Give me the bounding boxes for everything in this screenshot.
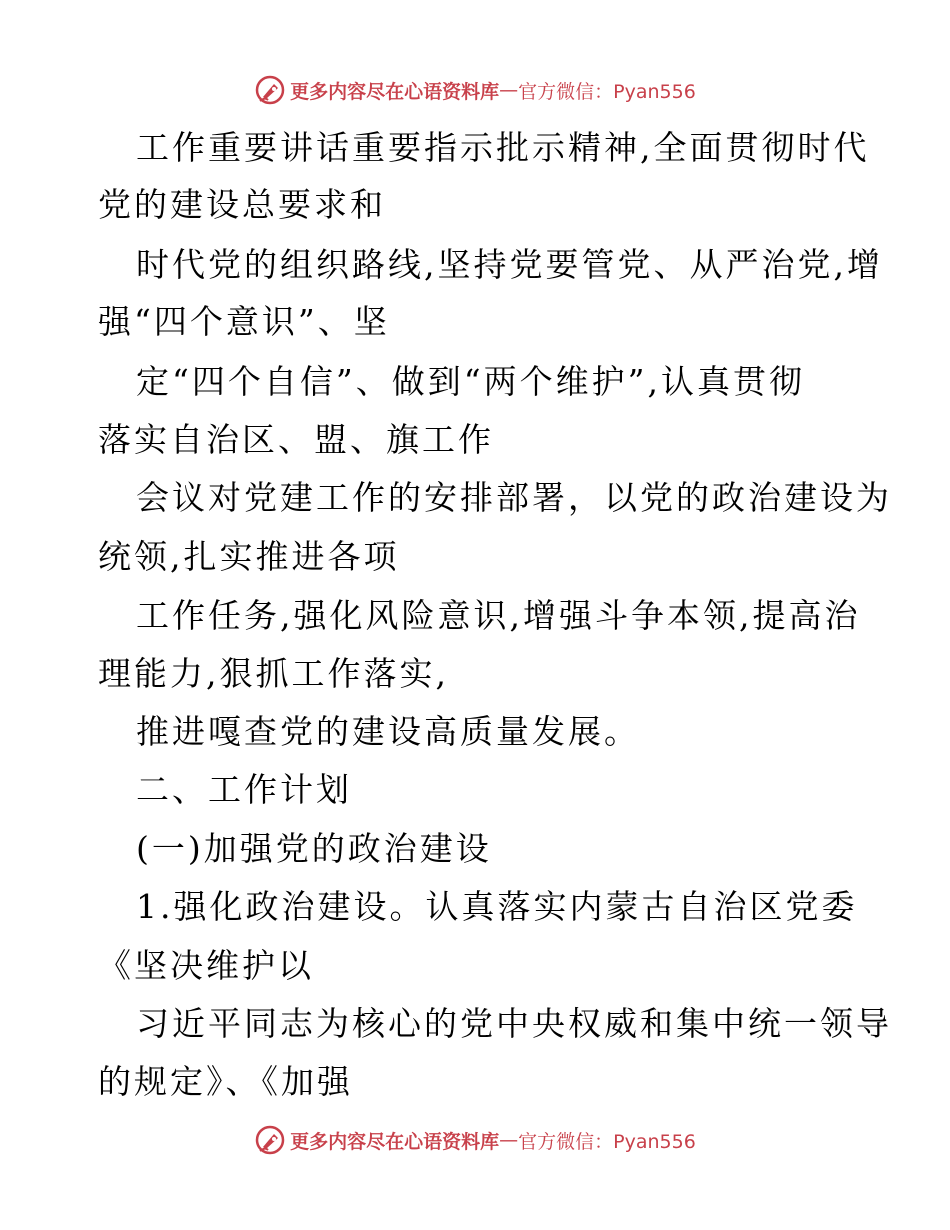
footer-banner [0,1120,950,1160]
body-line: 推进嘎查党的建设高质量发展。 [136,712,640,751]
section-heading: 二、工作计划 [136,770,352,809]
body-line: 落实自治区、盟、旗工作 [98,420,494,459]
body-line: 强“四个意识”、坚 [98,302,390,341]
footer-site-text: 更多内容尽在心语资料库 [290,1130,500,1153]
pen-nib-logo-icon [254,74,286,106]
header-banner [0,70,950,110]
body-line: 会议对党建工作的安排部署，以党的政治建设为 [136,478,892,517]
footer-separator: — [499,1129,519,1151]
body-line: 习近平同志为核心的党中央权威和集中统一领导 [136,1004,892,1043]
body-line: 的规定》、《加强 [98,1062,353,1101]
body-line: 定“四个自信”、做到“两个维护”,认真贯彻 [136,362,805,401]
body-line: 1.强化政治建设。认真落实内蒙古自治区党委 [136,887,858,926]
header-site-text: 更多内容尽在心语资料库 [290,80,500,103]
pen-nib-logo-icon [254,1124,286,1156]
body-line: 理能力,狠抓工作落实, [98,654,449,693]
body-line: 工作重要讲话重要指示批示精神,全面贯彻时代 [136,128,870,167]
body-line: 时代党的组织路线,坚持党要管党、从严治党,增 [136,245,883,284]
body-line: 统领,扎实推进各项 [98,537,400,576]
subsection-heading: (一)加强党的政治建设 [136,829,492,868]
body-line: 党的建设总要求和 [98,185,386,224]
footer-wechat-text: 官方微信：Pyan556 [518,1130,696,1153]
header-wechat-text: 官方微信：Pyan556 [518,80,696,103]
body-line: 《坚决维护以 [98,946,314,985]
body-line: 工作任务,强化风险意识,增强斗争本领,提高治 [136,596,861,635]
header-separator: — [499,79,519,101]
